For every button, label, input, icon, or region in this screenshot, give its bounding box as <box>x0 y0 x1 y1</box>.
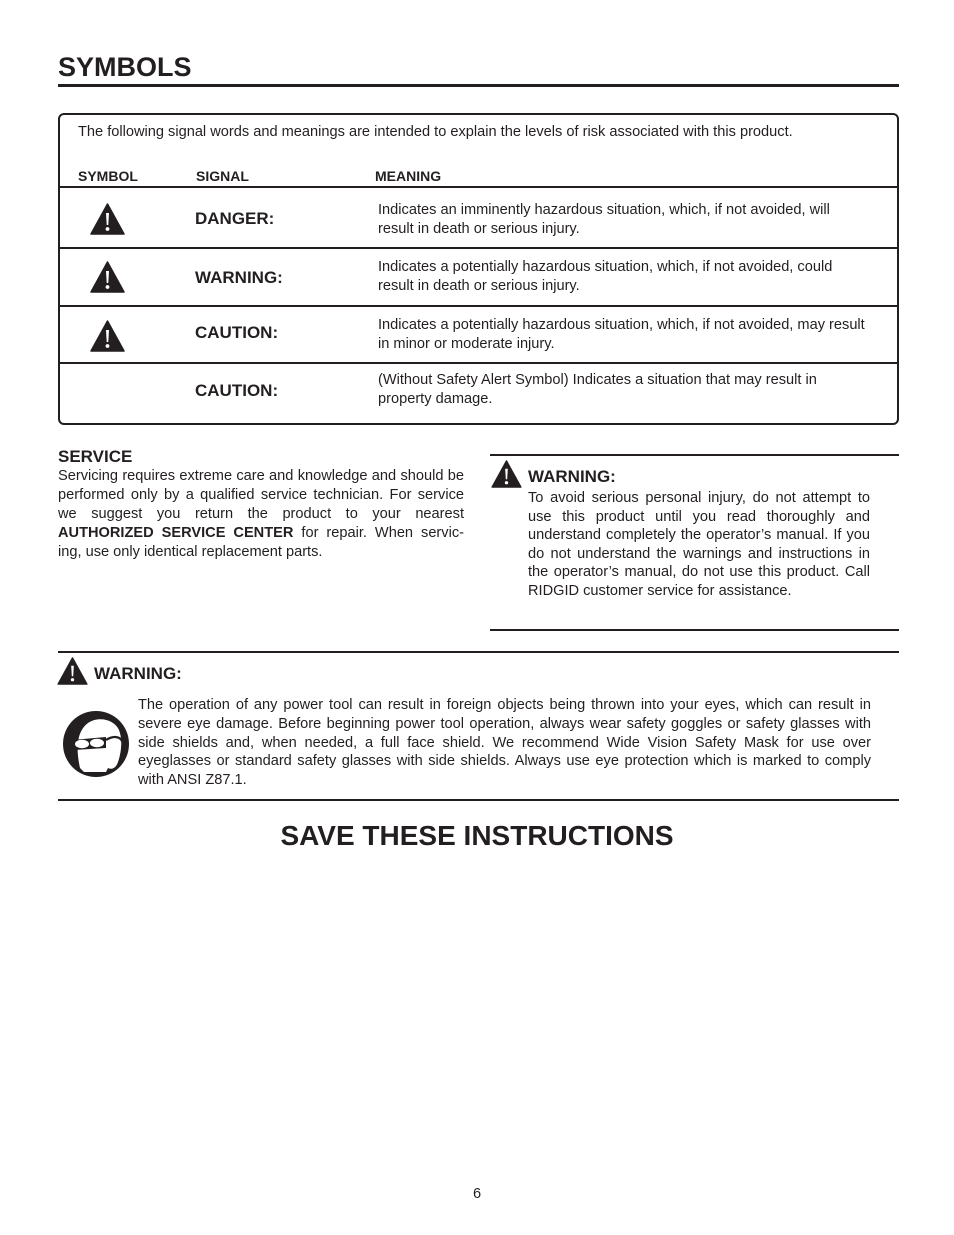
table-divider <box>60 362 897 364</box>
header-signal: SIGNAL <box>196 168 249 184</box>
table-divider <box>60 186 897 188</box>
safety-alert-triangle-icon <box>90 203 125 235</box>
header-symbol: SYMBOL <box>78 168 138 184</box>
service-title: SERVICE <box>58 447 133 466</box>
service-text: Servicing requires extreme care and knowledge and should be performed only by a qualified service technician. For service we suggest you return the product to your nearest AUTHORIZED SERVICE CENTER for repair. When servic-ing, use only identical replacement parts. <box>58 468 464 560</box>
safety-alert-triangle-icon <box>491 460 522 488</box>
safety-alert-triangle-icon <box>57 657 88 685</box>
page-title: SYMBOLS <box>58 52 192 82</box>
meaning-danger: Indicates an imminently hazardous situation, which, if not avoided, will result in death or serious injury. <box>378 202 830 237</box>
table-divider <box>60 305 897 307</box>
warning-eye-rule-bottom <box>58 799 899 801</box>
safety-goggles-icon <box>62 710 130 778</box>
warning-manual-label: WARNING: <box>528 467 616 486</box>
page-number: 6 <box>472 1186 482 1202</box>
meaning-caution-property: (Without Safety Alert Symbol) Indicates a situation that may result in property damage. <box>378 372 817 407</box>
signal-caution-property: CAUTION: <box>195 381 279 400</box>
warning-eye-rule-top <box>58 651 899 653</box>
signal-warning: WARNING: <box>195 268 283 287</box>
signal-danger: DANGER: <box>195 209 275 228</box>
warning-rule-top <box>490 454 899 456</box>
header-meaning: MEANING <box>375 168 442 184</box>
warning-eye-label: WARNING: <box>94 664 182 683</box>
save-instructions-title: SAVE THESE INSTRUCTIONS <box>280 820 674 851</box>
safety-alert-triangle-icon <box>90 320 125 352</box>
meaning-caution: Indicates a potentially hazardous situation, which, if not avoided, may result in minor or moderate injury. <box>378 317 865 352</box>
warning-eye-text: The operation of any power tool can result in foreign objects being thrown into your eyes, which can result in severe eye damage. Before beginning power tool operation, always wear safety goggles or safety glasses with side shields and, when needed, a full face shield. We recommend Wide Vision Safety Mask for use over eyeglasses or standard safety glasses with side shields. Always use eye protection which is marked to comply with ANSI Z87.1. <box>138 697 871 789</box>
warning-manual-text: To avoid serious personal injury, do not attempt to use this product until you read thoroughly and understand completely the operator’s manual. If you do not understand the warnings and instructions in the operator’s manual, do not use this product. Call RIDGID customer service for assistance. <box>528 490 870 599</box>
authorized-service-center: AUTHORIZED SERVICE CENTER <box>58 525 294 541</box>
signal-caution: CAUTION: <box>195 323 279 342</box>
meaning-warning: Indicates a potentially hazardous situation, which, if not avoided, could result in death or serious injury. <box>378 259 833 294</box>
safety-alert-triangle-icon <box>90 261 125 293</box>
symbols-intro: The following signal words and meanings are intended to explain the levels of risk associated with this product. <box>78 124 793 140</box>
warning-rule-bottom <box>490 629 899 631</box>
table-divider <box>60 247 897 249</box>
title-rule <box>58 84 899 87</box>
